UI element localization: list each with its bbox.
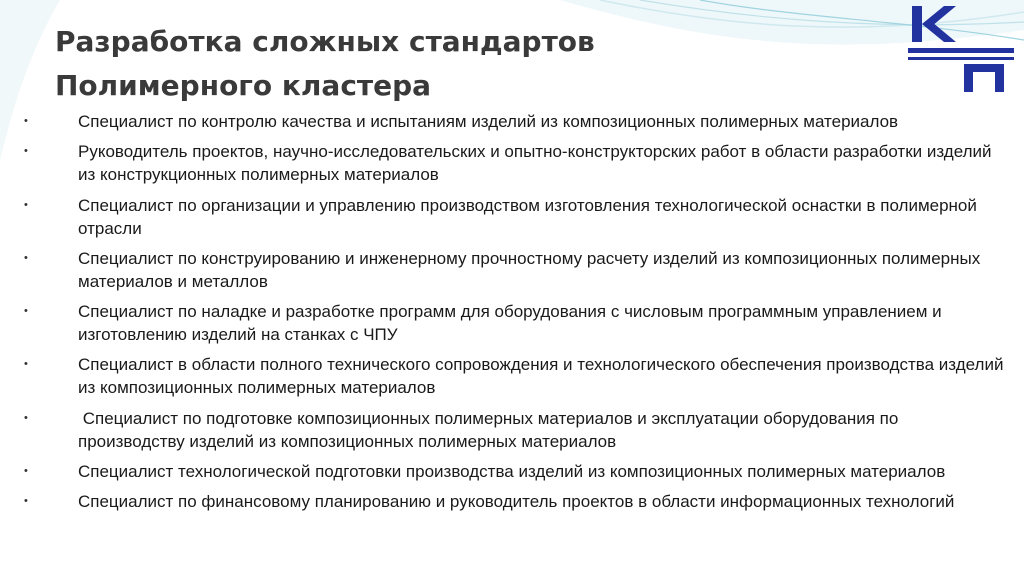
kp-logo-icon bbox=[908, 2, 1018, 96]
bullet-icon: • bbox=[24, 305, 28, 318]
list-item-text: Специалист по подготовке композиционных полимерных материалов и эксплуатации оборудования по производству изделий из композиционных полимерных материалов bbox=[78, 408, 904, 451]
list-item-text: Специалист по организации и управлению производством изготовления технологической оснастки в полимерной отрасли bbox=[78, 195, 977, 238]
list-item bbox=[24, 460, 1004, 483]
bullet-icon: • bbox=[24, 145, 28, 158]
list-item bbox=[24, 353, 1004, 399]
list-item-text: Специалист по наладке и разработке программ для оборудования с числовым программным управлением и изготовлению изделий на станках с ЧПУ bbox=[78, 302, 942, 345]
list-item bbox=[24, 194, 1004, 240]
list-item-text: Специалист в области полного технического сопровождения и технологического обеспечения производства изделий из композиционных полимерных материалов bbox=[78, 355, 1004, 398]
list-item-text: Специалист по конструированию и инженерному прочностному расчету изделий из композиционных полимерных материалов и металлов bbox=[78, 248, 981, 291]
bullet-icon: • bbox=[24, 251, 28, 264]
list-item bbox=[24, 407, 1004, 453]
list-item bbox=[24, 300, 1004, 346]
list-item-text: Руководитель проектов, научно-исследовательских и опытно-конструкторских работ в области разработки изделий из конструкционных полимерных материалов bbox=[78, 142, 992, 185]
slide-title bbox=[55, 20, 675, 108]
bullet-icon: • bbox=[24, 198, 28, 211]
list-item bbox=[24, 247, 1004, 293]
list-item-text: Специалист по контролю качества и испытаниям изделий из композиционных полимерных материалов bbox=[78, 112, 899, 131]
list-item-text: Специалист технологической подготовки производства изделий из композиционных полимерных материалов bbox=[78, 462, 946, 482]
bullet-icon: • bbox=[24, 495, 28, 508]
title-line-1: Разработка сложных стандартов bbox=[55, 25, 595, 58]
list-item bbox=[24, 110, 1004, 133]
list-item-text: Специалист по финансовому планированию и руководитель проектов в области информационных технологий bbox=[78, 492, 955, 512]
bullet-icon: • bbox=[24, 411, 28, 424]
list-item bbox=[24, 140, 1004, 186]
bullet-list bbox=[24, 110, 1004, 521]
list-item bbox=[24, 490, 1004, 513]
bullet-icon: • bbox=[24, 115, 28, 127]
bullet-icon: • bbox=[24, 358, 28, 371]
title-line-2: Полимерного кластера bbox=[55, 69, 432, 102]
bullet-icon: • bbox=[24, 465, 28, 478]
